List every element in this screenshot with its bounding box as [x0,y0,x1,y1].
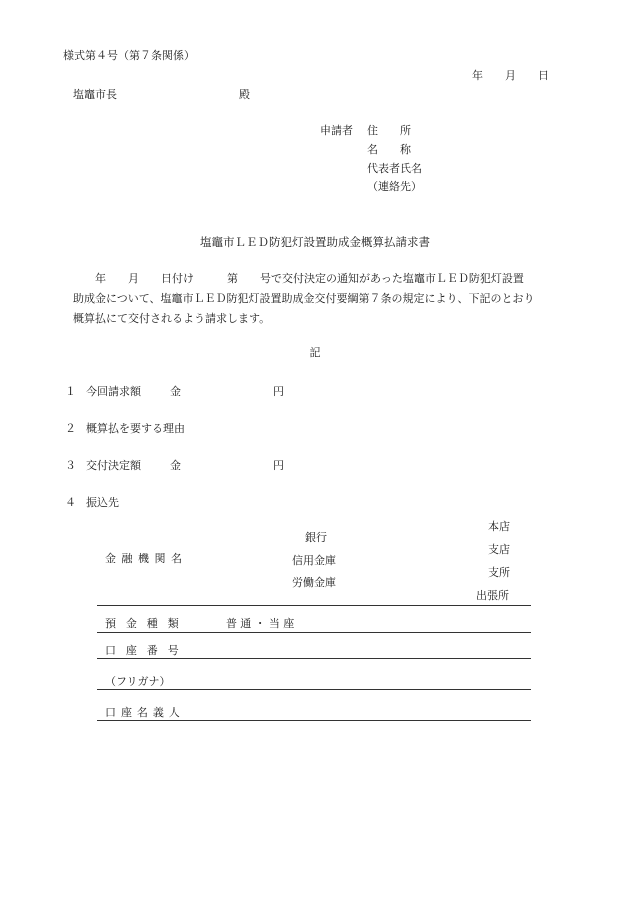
form-number: 様式第４号（第７条関係） [63,49,195,62]
deposit-type-label: 預金種類 [105,617,189,630]
applicant-rep-label: 代表者氏名 [367,162,422,175]
table-rule-1 [97,605,531,606]
bank-type-shinkin: 信用金庫 [292,554,336,567]
branch-branch: 支店 [488,543,510,556]
branch-main: 本店 [488,520,510,533]
applicant-label: 申請者 [320,124,353,137]
table-rule-3 [97,658,531,659]
item-3-unit: 円 [273,459,284,472]
applicant-address-label: 住 所 [367,124,411,137]
applicant-name-label: 名 称 [367,143,411,156]
bank-type-bank: 銀行 [305,531,327,544]
item-2-label: 概算払を要する理由 [86,422,185,435]
item-3-amount-prefix: 金 [170,459,181,472]
body-line-2: 助成金について、塩竈市ＬＥＤ防犯灯設置助成金交付要綱第７条の規定により、下記のとおり [73,292,535,305]
account-holder-label: 口座名義人 [105,706,185,719]
item-2-number: ２ [65,422,76,435]
item-4-number: ４ [65,496,76,509]
account-number-label: 口座番号 [105,644,189,657]
bank-type-rokin: 労働金庫 [292,576,336,589]
item-1-label: 今回請求額 [86,385,141,398]
honorific: 殿 [239,88,250,101]
table-rule-4 [97,689,531,690]
furigana-label: （フリガナ） [105,675,171,688]
bank-name-label: 金融機関名 [105,552,188,565]
item-4-label: 振込先 [86,496,119,509]
document-title: 塩竈市ＬＥＤ防犯灯設置助成金概算払請求書 [200,235,430,249]
item-3-label: 交付決定額 [86,459,141,472]
branch-sub: 支所 [488,566,510,579]
body-line-3: 概算払にて交付されるよう請求します。 [73,312,271,325]
branch-outlet: 出張所 [476,589,509,602]
item-1-number: １ [65,385,76,398]
deposit-type-value[interactable]: 普通・当座 [226,617,298,630]
body-line-1: 年 月 日付け 第 号で交付決定の通知があった塩竈市ＬＥＤ防犯灯設置 [73,272,524,285]
item-3-number: ３ [65,459,76,472]
date-line: 年 月 日 [472,69,549,82]
item-1-amount-prefix: 金 [170,385,181,398]
ki-heading: 記 [309,346,321,359]
applicant-contact-label: （連絡先） [367,180,422,193]
table-rule-2 [97,632,531,633]
addressee: 塩竈市長 [73,88,117,101]
table-rule-5 [97,720,531,721]
item-1-unit: 円 [273,385,284,398]
